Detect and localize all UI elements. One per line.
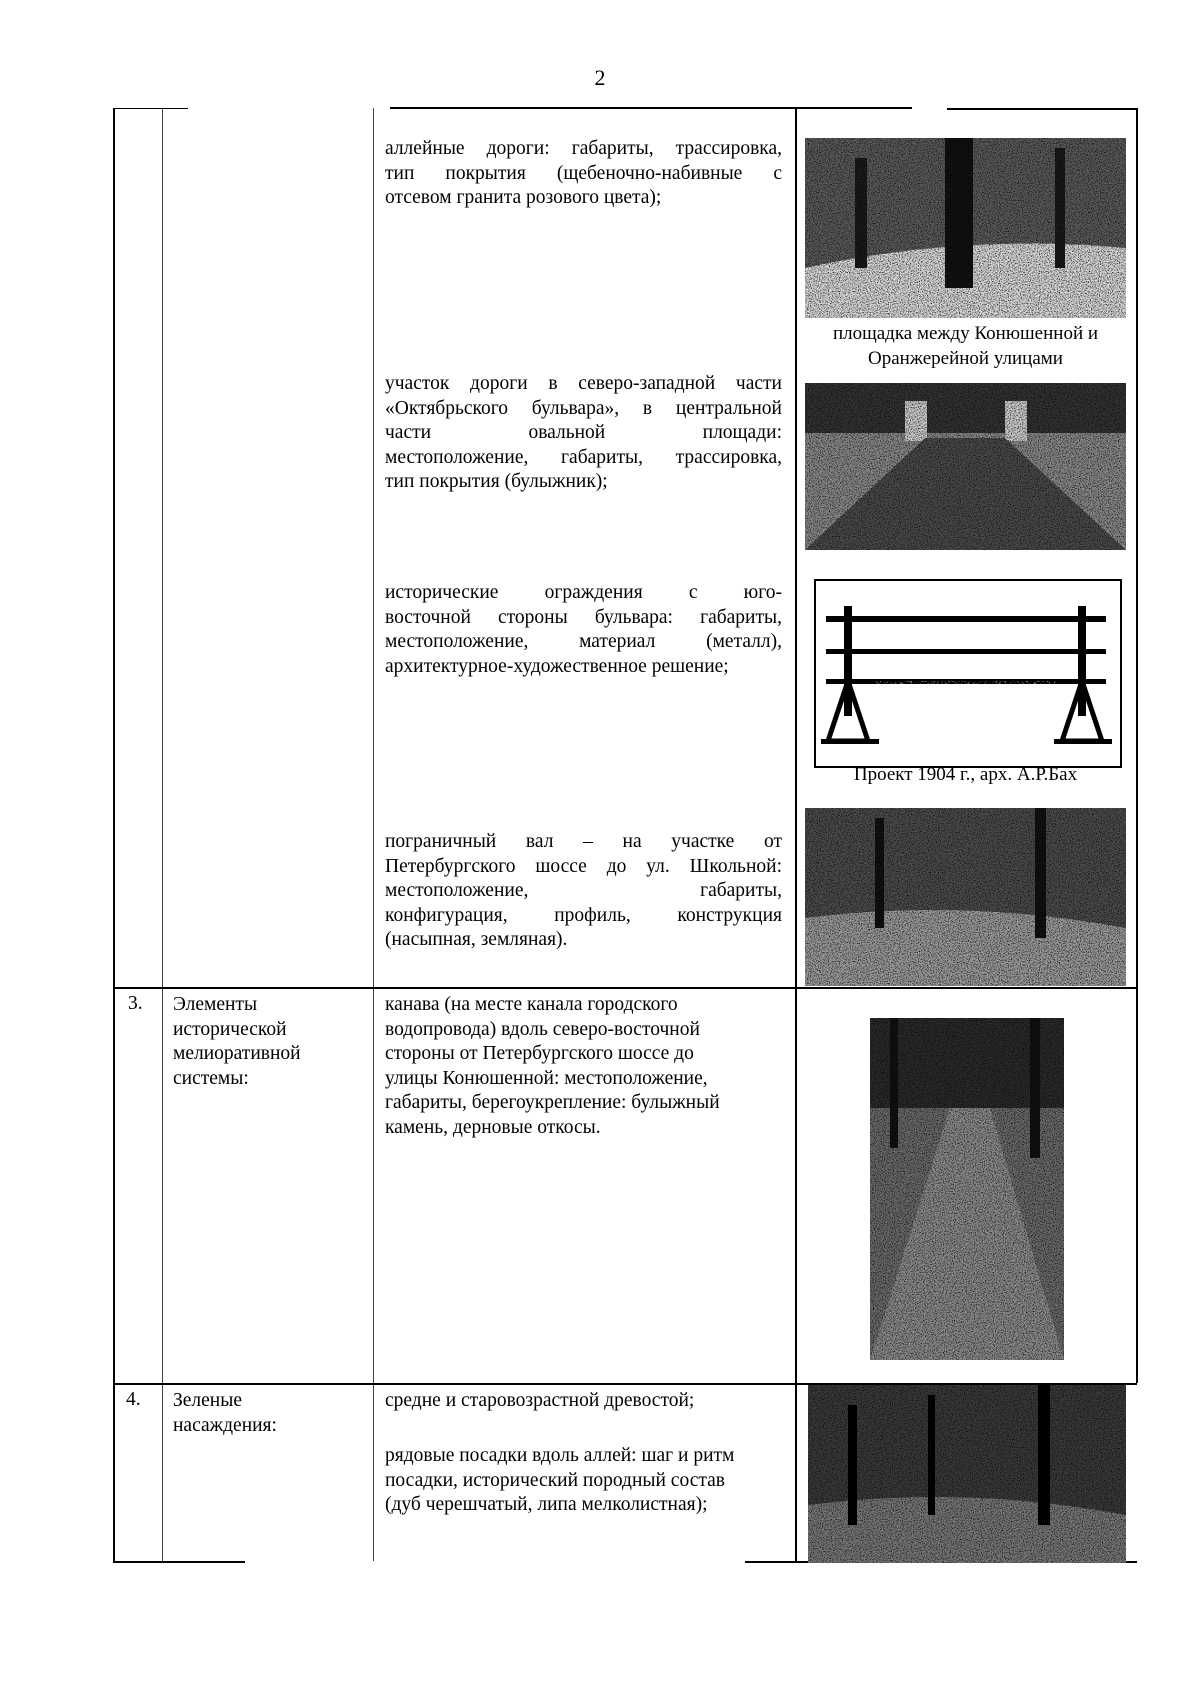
item-text: канава (на месте канала городского водопровода) вдоль северо-восточной стороны от Петербургского шоссе до улицы Конюшенной: местоположение, габариты, берегоукрепление: булыжный камень, дерновые откосы. — [385, 994, 720, 1138]
cobblestone-road-photo — [805, 383, 1126, 550]
border-rampart-photo — [805, 808, 1126, 986]
row-title: Зеленые насаждения: — [173, 1390, 277, 1436]
photo-caption: площадка между Конюшенной и Оранжерейной улицами — [832, 323, 1099, 369]
alley-road-photo — [805, 138, 1126, 318]
tree-rows-photo — [808, 1385, 1126, 1563]
item-text: пограничный вал – на участке от Петербургского шоссе до ул. Школьной: местоположение, габариты, конфигурация, профиль, конструкция (насыпная, земляная). — [385, 831, 782, 950]
page-number: 2 — [594, 65, 606, 90]
row-number: 3. — [128, 993, 143, 1014]
item-text: аллейные дороги: габариты, трассировка, тип покрытия (щебеночно-набивные с отсевом гранита розового цвета); — [385, 138, 782, 208]
fence-drawing — [814, 579, 1122, 768]
ditch-photo — [870, 1018, 1064, 1360]
item-text: исторические ограждения с юго- восточной стороны бульвара: габариты, местоположение, материал (металл), архитектурное-художественное решение; — [385, 582, 782, 677]
item-text: средне и старовозрастной древостой; — [385, 1390, 695, 1411]
item-text: рядовые посадки вдоль аллей: шаг и ритм посадки, исторический породный состав (дуб черешчатый, липа мелколистная); — [385, 1445, 735, 1515]
row-title: Элементы исторической мелиоративной системы: — [173, 994, 301, 1089]
item-text: участок дороги в северо-западной части «Октябрьского бульвара», в центральной части овальной площади: местоположение, габариты, трассировка, тип покрытия (булыжник); — [385, 373, 782, 492]
row-number: 4. — [126, 1389, 141, 1410]
photo-caption: Проект 1904 г., арх. А.Р.Бах — [853, 764, 1078, 785]
